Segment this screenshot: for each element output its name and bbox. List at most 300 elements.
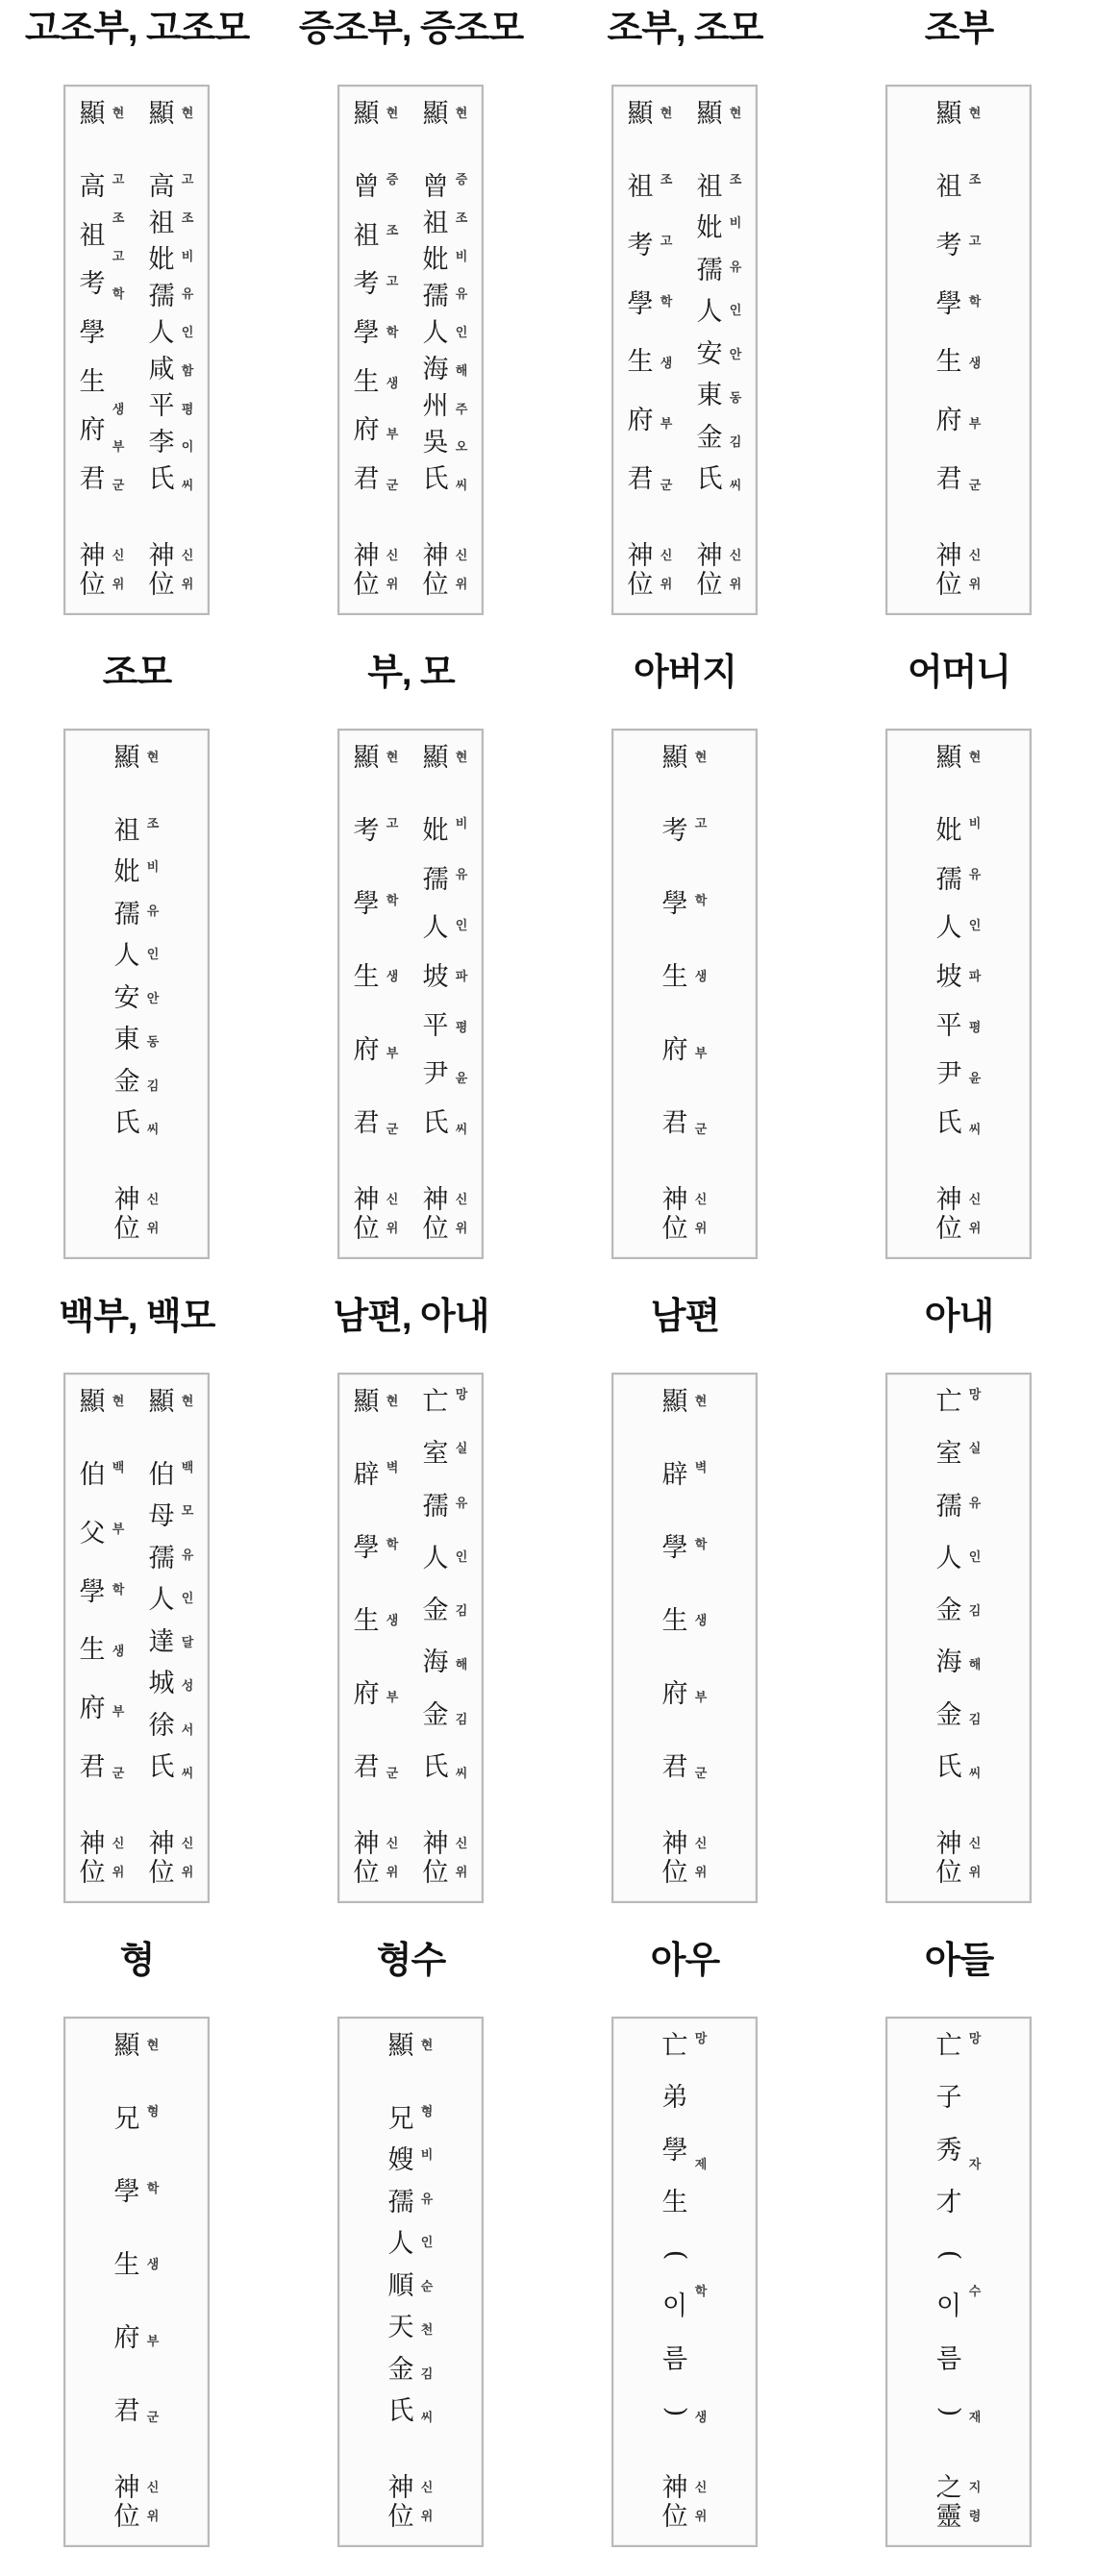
hangul-char: 군 (386, 1123, 399, 1137)
column-head (178, 100, 197, 129)
tablet-cell (548, 0, 822, 644)
hanja-char: 學 (661, 2135, 688, 2166)
hanja-column (659, 2032, 691, 2532)
hangul-char: 성 (181, 1679, 194, 1695)
hanja-char: 祖 (113, 816, 140, 846)
hanja-char: 亡 (661, 2031, 688, 2061)
hangul-char: 김 (455, 1712, 468, 1727)
hangul-char: 학 (386, 1537, 399, 1552)
hangul-char: 고 (694, 817, 708, 831)
hanja-char: 安 (696, 338, 723, 369)
tablet-cell (274, 1288, 548, 1932)
hangul-char: 벽 (386, 1461, 399, 1475)
column-head (452, 744, 471, 773)
tablet-cell (274, 1932, 548, 2576)
tablet-cell (822, 1932, 1096, 2576)
hanja-char: 辟 (353, 1460, 380, 1490)
hangul-reading-column (383, 1388, 402, 1888)
column-head (933, 100, 965, 129)
hanja-char: 生 (79, 1635, 106, 1666)
hangul-char: 부 (146, 2334, 160, 2349)
hangul-char: 김 (455, 1604, 468, 1620)
hangul-char: 생 (694, 2410, 708, 2425)
hangul-char: 인 (729, 304, 742, 319)
column-tail (659, 1186, 691, 1244)
hangul-char: 고 (112, 173, 125, 187)
hangul-reading-column (178, 100, 197, 600)
hanja-column (659, 744, 691, 1244)
hangul-char: 조 (729, 173, 742, 187)
hanja-char: 君 (79, 1751, 106, 1782)
hangul-char: 오 (455, 440, 468, 456)
column-body (452, 173, 471, 494)
hangul-char: 비 (146, 860, 160, 876)
hanja-tail-char: 位 (935, 570, 962, 600)
hanja-tail-char: 神 (353, 541, 380, 571)
hanja-char: 學 (661, 889, 688, 919)
column-body (109, 173, 128, 494)
hanja-tail-char: 位 (422, 1214, 449, 1244)
column-tail (693, 542, 726, 600)
memorial-tablet (885, 1373, 1032, 1903)
hangul-char: 씨 (968, 1766, 982, 1781)
hangul-reading-column (143, 2032, 162, 2532)
hanja-tail-char: 位 (661, 1858, 688, 1888)
hanja-char: 平 (148, 391, 175, 421)
hanja-char: 妣 (422, 245, 449, 275)
hangul-char: 씨 (729, 478, 742, 493)
column-body (143, 2105, 162, 2426)
column-head (178, 1388, 197, 1417)
hangul-char: 안 (729, 347, 742, 362)
hanja-tail-char: 神 (113, 2473, 140, 2503)
hangul-tail-char: 신 (729, 549, 742, 563)
hanja-head-char: 顯 (353, 743, 380, 773)
hangul-head-char: 현 (181, 107, 194, 121)
column-tail (659, 1830, 691, 1888)
tablet-title: 아내 (924, 1297, 994, 1337)
hanja-tail-char: 神 (148, 541, 175, 571)
column-body (726, 173, 745, 494)
hangul-char: 씨 (455, 479, 468, 493)
hanja-char: 府 (353, 1035, 380, 1065)
hangul-tail-char: 위 (386, 1222, 399, 1236)
hanja-char: 孺 (387, 2187, 414, 2217)
hanja-char: 學 (627, 288, 654, 319)
column-tail (726, 542, 745, 600)
hanja-column (419, 744, 452, 1244)
hangul-char: 조 (112, 211, 125, 226)
hanja-char: 高 (148, 172, 175, 202)
hangul-tail-char: 신 (420, 2481, 434, 2495)
column-head (693, 100, 726, 129)
column-body (417, 2105, 436, 2426)
hanja-tail-char: 之 (935, 2473, 962, 2503)
memorial-tablet (611, 1373, 758, 1903)
hangul-char: 부 (386, 428, 399, 442)
hanja-char: 金 (387, 2354, 414, 2385)
hanja-char: 學 (113, 2177, 140, 2207)
hanja-column (659, 1388, 691, 1888)
column-body (419, 173, 452, 494)
hanja-char: 孺 (935, 1491, 962, 1522)
hanja-char: 伯 (148, 1460, 175, 1490)
hanja-char: 君 (627, 463, 654, 494)
hanja-char: 氏 (935, 1751, 962, 1782)
hanja-char: 亡 (422, 1387, 449, 1417)
column-tail (350, 1186, 383, 1244)
column-tail (383, 1186, 402, 1244)
hangul-char: 군 (112, 479, 125, 493)
hangul-char: 해 (455, 363, 468, 379)
hangul-tail-char: 신 (112, 1837, 125, 1851)
hanja-char: 室 (422, 1439, 449, 1470)
column-head (933, 744, 965, 773)
hangul-char: 실 (968, 1442, 982, 1457)
hangul-char: 평 (455, 1021, 468, 1035)
hanja-char: 氏 (696, 463, 723, 494)
hangul-char: 유 (420, 2192, 434, 2207)
hangul-char: 백 (181, 1461, 194, 1475)
hangul-char: 윤 (455, 1072, 468, 1086)
hanja-char: 孺 (422, 282, 449, 311)
hangul-head-char: 현 (112, 1395, 125, 1409)
hanja-char: 曾 (353, 172, 380, 202)
tablet-title: 남편 (650, 1297, 720, 1337)
tablet-title: 부, 모 (367, 653, 455, 693)
hangul-reading-column (691, 2032, 710, 2532)
column-tail (111, 2474, 143, 2532)
column-body (657, 173, 676, 494)
column-head (145, 100, 178, 129)
hanja-char: 府 (79, 1694, 106, 1724)
hangul-char: 고 (660, 234, 673, 249)
column-head (452, 100, 471, 129)
hanja-tail-char: 神 (661, 2473, 688, 2503)
parenthesis: ( (660, 2249, 690, 2261)
hanja-char: 咸 (148, 355, 175, 384)
hanja-char: 室 (935, 1439, 962, 1470)
column-head (76, 1388, 109, 1417)
hanja-char: 考 (627, 230, 654, 260)
column-body (111, 2105, 143, 2426)
column-tail (178, 542, 197, 600)
hangul-char: 벽 (694, 1461, 708, 1475)
column-tail (657, 542, 676, 600)
hanja-char: 高 (79, 172, 106, 202)
hangul-reading-column (691, 1388, 710, 1888)
hanja-char: 東 (113, 1025, 140, 1055)
hanja-char: 學 (353, 889, 380, 919)
column-tail (143, 1186, 162, 1244)
hangul-char: 비 (181, 249, 194, 264)
hanja-char: 人 (148, 318, 175, 348)
hanja-char: 海 (422, 1647, 449, 1678)
column-tail (691, 1186, 710, 1244)
column-tail (178, 1830, 197, 1888)
hangul-tail-char: 신 (968, 1837, 982, 1851)
hangul-char: 고 (968, 234, 982, 249)
hanja-char: 氏 (113, 1107, 140, 1138)
hangul-char: 생 (112, 1644, 125, 1659)
hangul-char: 망 (694, 2032, 708, 2046)
memorial-tablet (885, 729, 1032, 1259)
hangul-tail-char: 신 (455, 1193, 468, 1207)
hanja-char: 天 (387, 2313, 414, 2343)
column-body (691, 2032, 710, 2426)
hanja-char: 氏 (148, 1751, 175, 1782)
hanja-char: 人 (935, 1543, 962, 1573)
column-tail (452, 1186, 471, 1244)
column-head (385, 2032, 417, 2061)
blank-space (109, 326, 128, 341)
hangul-char: 인 (146, 948, 160, 963)
hanja-char: 氏 (422, 1751, 449, 1782)
hangul-char: 학 (694, 893, 708, 908)
hangul-tail-char: 위 (455, 1866, 468, 1880)
column-head (965, 100, 984, 129)
hangul-tail-char: 위 (181, 578, 194, 592)
hangul-char: 생 (694, 1614, 708, 1628)
hangul-char: 비 (968, 817, 982, 831)
hangul-head-char: 현 (729, 107, 742, 121)
hangul-char: 조 (660, 173, 673, 187)
hangul-char: 학 (112, 1583, 125, 1598)
hanja-char: 考 (353, 269, 380, 300)
hanja-char: 學 (661, 1533, 688, 1563)
tablet-title: 아들 (924, 1941, 994, 1981)
column-head (965, 744, 984, 773)
hanja-char: 氏 (422, 1107, 449, 1138)
hangul-char: 부 (386, 1690, 399, 1705)
hanja-char: 坡 (422, 961, 449, 992)
column-body (145, 173, 178, 494)
hanja-char: 人 (422, 913, 449, 944)
tablet-title: 어머니 (907, 653, 1011, 693)
hangul-reading-column (109, 100, 128, 600)
hangul-tail-char: 위 (694, 1866, 708, 1880)
hanja-char: 尹 (422, 1059, 449, 1090)
hangul-char: 고 (181, 173, 194, 187)
hanja-char: 考 (79, 269, 106, 300)
hanja-head-char: 顯 (148, 1387, 175, 1417)
hangul-tail-char: 위 (968, 1222, 982, 1236)
column-body (385, 2105, 417, 2426)
memorial-tablet (611, 729, 758, 1259)
memorial-tablet (63, 1373, 210, 1903)
hangul-char: 유 (455, 868, 468, 882)
column-head (419, 744, 452, 773)
tablet-cell (822, 644, 1096, 1288)
hangul-char: 수 (968, 2284, 982, 2299)
hanja-column (111, 2032, 143, 2532)
hangul-tail-char: 신 (660, 549, 673, 563)
hangul-reading-column (965, 1388, 984, 1888)
column-body (624, 173, 657, 494)
hanja-char: 氏 (387, 2395, 414, 2426)
hanja-tail-char: 位 (79, 1858, 106, 1888)
hangul-head-char: 현 (112, 107, 125, 121)
hanja-head-char: 顯 (353, 99, 380, 129)
tablet-cell (548, 1932, 822, 2576)
column-head (145, 1388, 178, 1417)
hanja-column (145, 1388, 178, 1888)
hangul-tail-char: 위 (694, 2510, 708, 2524)
hangul-char: 비 (455, 817, 468, 831)
column-body (965, 1388, 984, 1782)
hanja-tail-char: 神 (422, 1829, 449, 1859)
column-body (350, 173, 383, 494)
hangul-head-char: 현 (455, 751, 468, 765)
column-body (419, 817, 452, 1138)
hanja-char: 生 (661, 962, 688, 992)
column-body (178, 1461, 197, 1782)
hangul-char: 부 (112, 1522, 125, 1537)
hangul-char: 학 (968, 295, 982, 310)
hangul-char: 조 (455, 211, 468, 226)
hangul-char: 씨 (420, 2410, 434, 2425)
hangul-char: 형 (146, 2105, 160, 2119)
hangul-char: 파 (455, 970, 468, 984)
hangul-char: 인 (968, 919, 982, 933)
hangul-tail-char: 신 (694, 1193, 708, 1207)
hangul-char: 부 (694, 1690, 708, 1705)
hanja-char: 人 (148, 1585, 175, 1616)
column-body (76, 173, 109, 494)
hangul-char: 망 (968, 1388, 982, 1402)
hanja-head-char: 顯 (113, 743, 140, 773)
hanja-char: 平 (422, 1010, 449, 1041)
hanja-tail-char: 神 (661, 1829, 688, 1859)
hanja-char: 孺 (422, 1491, 449, 1522)
column-body (933, 817, 965, 1138)
hanja-char: 子 (935, 2083, 962, 2114)
hangul-char: 고 (112, 249, 125, 264)
hangul-char: 파 (968, 970, 982, 984)
column-tail (659, 2474, 691, 2532)
memorial-tablet (337, 2017, 484, 2547)
hangul-head-char: 현 (386, 1395, 399, 1409)
hanja-column (933, 2032, 965, 2532)
hanja-tail-char: 神 (422, 541, 449, 571)
hanja-char: 生 (79, 366, 106, 397)
parenthesis: ( (934, 2249, 964, 2261)
hangul-reading-column (452, 744, 471, 1244)
hanja-char: 考 (661, 816, 688, 846)
hanja-column (76, 1388, 109, 1888)
hanja-tail-char: 神 (935, 541, 962, 571)
hanja-head-char: 顯 (696, 99, 723, 129)
hangul-char: 부 (694, 1046, 708, 1061)
column-body (693, 173, 726, 494)
hanja-column (693, 100, 726, 600)
hanja-column (419, 100, 452, 600)
column-body (965, 173, 984, 494)
hangul-char: 인 (968, 1549, 982, 1565)
hanja-head-char: 顯 (148, 99, 175, 129)
column-body (659, 817, 691, 1138)
hangul-char: 씨 (181, 1766, 194, 1781)
hangul-char: 비 (729, 216, 742, 232)
hanja-char: 이 (935, 2291, 962, 2322)
hanja-column (76, 100, 109, 600)
hanja-char: 弟 (661, 2083, 688, 2114)
hanja-char: 金 (422, 1699, 449, 1730)
parenthesis: ) (660, 2406, 690, 2417)
hangul-char: 조 (146, 817, 160, 831)
hanja-char: 金 (696, 422, 723, 453)
hangul-char: 달 (181, 1635, 194, 1650)
column-tail (417, 2474, 436, 2532)
hanja-tail-char: 神 (935, 1829, 962, 1859)
hanja-char: 海 (422, 355, 449, 384)
hangul-tail-char: 신 (112, 549, 125, 563)
column-tail (145, 1830, 178, 1888)
column-tail (145, 542, 178, 600)
column-body (383, 817, 402, 1138)
hanja-char: 生 (627, 347, 654, 378)
hangul-char: 씨 (968, 1123, 982, 1137)
hangul-char: 증 (455, 173, 468, 187)
hangul-reading-column (965, 744, 984, 1244)
column-body (691, 1461, 710, 1782)
hangul-char: 조 (968, 173, 982, 187)
hanja-char: 祖 (79, 220, 106, 251)
hangul-char: 실 (455, 1442, 468, 1457)
column-tail (383, 542, 402, 600)
hanja-char: 辟 (661, 1460, 688, 1490)
hanja-tail-char: 位 (387, 2502, 414, 2532)
hanja-char: 安 (113, 982, 140, 1013)
hanja-char: 生 (353, 1606, 380, 1636)
hangul-tail-char: 위 (968, 1866, 982, 1880)
hangul-tail-char: 신 (694, 1837, 708, 1851)
hanja-char: 生 (353, 366, 380, 397)
column-tail (419, 1830, 452, 1888)
hanja-column (145, 100, 178, 600)
parenthesis: ) (934, 2406, 964, 2417)
hangul-char: 부 (660, 417, 673, 433)
column-head (691, 744, 710, 773)
hanja-char: 氏 (422, 464, 449, 494)
hangul-char: 동 (146, 1035, 160, 1051)
tablet-title: 조부, 조모 (607, 9, 763, 49)
hangul-tail-char: 신 (455, 1837, 468, 1851)
hanja-tail-char: 位 (148, 570, 175, 600)
hanja-char: 妣 (148, 245, 175, 275)
hanja-char: 州 (422, 391, 449, 421)
hanja-char: 生 (113, 2250, 140, 2280)
hanja-char: 海 (935, 1647, 962, 1678)
column-head (350, 744, 383, 773)
hangul-char: 서 (181, 1722, 194, 1738)
hangul-tail-char: 신 (455, 549, 468, 563)
hanja-tail-char: 位 (148, 1858, 175, 1888)
hanja-char: 考 (353, 816, 380, 846)
hangul-char: 유 (181, 287, 194, 303)
hanja-head-char: 顯 (113, 2031, 140, 2061)
hangul-char: 학 (386, 326, 399, 340)
hanja-char: 曾 (422, 172, 449, 202)
column-body (350, 817, 383, 1138)
hangul-tail-char: 신 (181, 1837, 194, 1851)
hangul-char: 평 (968, 1021, 982, 1035)
hangul-tail-char: 위 (660, 578, 673, 592)
hangul-char: 부 (386, 1046, 399, 1061)
hangul-tail-char: 령 (968, 2510, 982, 2524)
hanja-tail-char: 位 (422, 570, 449, 600)
hanja-char: 府 (627, 406, 654, 436)
